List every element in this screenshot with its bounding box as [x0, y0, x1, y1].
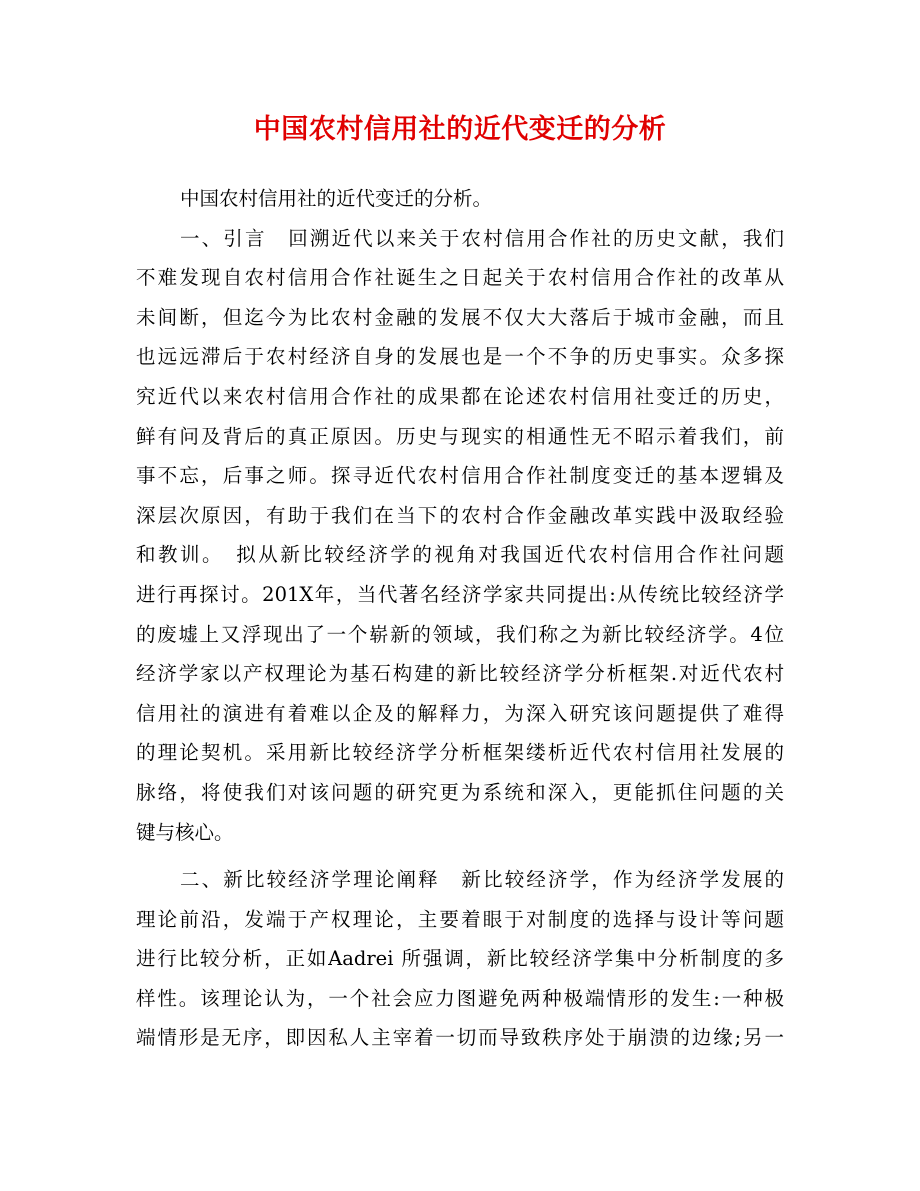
- text-line: 和教训。 拟从新比较经济学的视角对我国近代农村信用合作社问题: [136, 543, 784, 567]
- text-line: 未间断，但迄今为比农村金融的发展不仅大大落后于城市金融，而且: [136, 305, 784, 329]
- text-line: 经济学家以产权理论为基石构建的新比较经济学分析框架.对近代农村: [136, 662, 784, 686]
- text-line: 理论前沿，发端于产权理论，主要着眼于对制度的选择与设计等问题: [136, 907, 784, 931]
- text-line: 样性。该理论认为，一个社会应力图避免两种极端情形的发生:一种极: [136, 986, 784, 1010]
- text-line: 端情形是无序，即因私人主宰着一切而导致秩序处于崩溃的边缘;另一: [136, 1026, 784, 1050]
- text-line: 中国农村信用社的近代变迁的分析。: [180, 187, 493, 210]
- text-line: 深层次原因，有助于我们在当下的农村合作金融改革实践中汲取经验: [136, 503, 784, 527]
- text-line: 进行比较分析，正如Aadrei 所强调，新比较经济学集中分析制度的多: [136, 947, 784, 971]
- paragraph-spacer: [136, 852, 784, 860]
- text-line: 信用社的演进有着难以企及的解释力，为深入研究该问题提供了难得: [136, 701, 784, 725]
- text-line: 的废墟上又浮现出了一个崭新的领域，我们称之为新比较经济学。4位: [136, 622, 784, 646]
- text-line: 键与核心。: [136, 820, 234, 844]
- text-line: 脉络，将使我们对该问题的研究更为系统和深入，更能抓住问题的关: [136, 780, 784, 804]
- document-body: [136, 179, 784, 1058]
- text-line: 鲜有问及背后的真正原因。历史与现实的相通性无不昭示着我们，前: [136, 424, 784, 448]
- document-title: 中国农村信用社的近代变迁的分析: [253, 114, 667, 145]
- paragraph: [136, 219, 784, 853]
- text-line: 不难发现自农村信用合作社诞生之日起关于农村信用合作社的改革从: [136, 266, 784, 290]
- text-line: 二、新比较经济学理论阐释 新比较经济学，作为经济学发展的: [180, 868, 784, 892]
- text-line: 一、引言 回溯近代以来关于农村信用合作社的历史文献，我们: [180, 226, 784, 250]
- text-line: 的理论契机。采用新比较经济学分析框架缕析近代农村信用社发展的: [136, 741, 784, 765]
- text-line: 进行再探讨。201X年，当代著名经济学家共同提出:从传统比较经济学: [136, 582, 784, 606]
- text-line: 究近代以来农村信用合作社的成果都在论述农村信用社变迁的历史，: [136, 384, 784, 408]
- paragraph: [136, 860, 784, 1058]
- text-line: 事不忘，后事之师。探寻近代农村信用合作社制度变迁的基本逻辑及: [136, 464, 784, 488]
- paragraph: [136, 179, 784, 219]
- text-line: 也远远滞后于农村经济自身的发展也是一个不争的历史事实。众多探: [136, 345, 784, 369]
